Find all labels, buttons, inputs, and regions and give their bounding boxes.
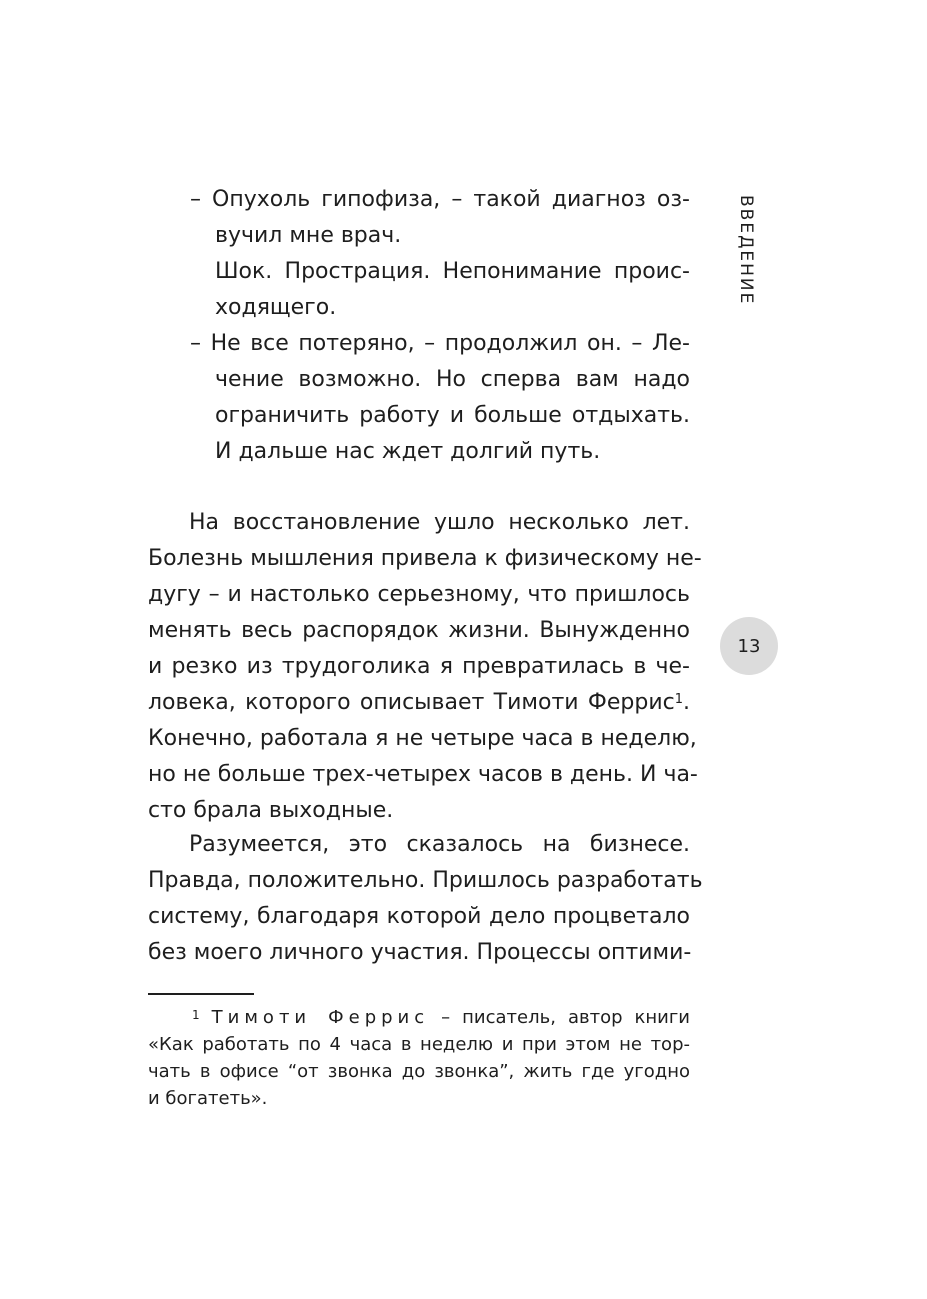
footnote-ref: 1 <box>674 692 683 707</box>
paragraph-line: систему, благодаря которой дело процветало <box>148 904 690 929</box>
footnote-divider <box>148 993 254 995</box>
footnote-line: и богатеть». <box>148 1088 268 1109</box>
paragraph-line: Болезнь мышления привела к физическому не- <box>148 546 702 571</box>
paragraph-2 <box>148 827 703 971</box>
dialogue-line: ходящего. <box>215 295 337 320</box>
paragraph-1 <box>148 505 702 829</box>
paragraph-line: Правда, положительно. Пришлось разработать <box>148 868 703 893</box>
paragraph-line: менять весь распорядок жизни. Вынужденно <box>148 618 690 643</box>
paragraph-line: без моего личного участия. Процессы оптими- <box>148 940 692 965</box>
footnote-line <box>148 1004 690 1031</box>
paragraph-line-with-ref <box>148 685 690 721</box>
dialogue-line: И дальше нас ждет долгий путь. <box>215 439 601 464</box>
dialogue-line: Шок. Прострация. Непонимание проис- <box>215 259 690 284</box>
paragraph-line: Конечно, работала я не четыре часа в неделю, <box>148 726 697 751</box>
dialogue-line: чение возможно. Но сперва вам надо <box>215 367 690 392</box>
dialogue-line: – Не все потеряно, – продолжил он. – Ле- <box>190 331 690 356</box>
paragraph-line: дугу – и настолько серьезному, что пришлось <box>148 582 690 607</box>
dialogue-line: ограничить работу и больше отдыхать. <box>215 403 690 428</box>
paragraph-text: . <box>683 690 690 715</box>
footnote-text: – писатель, автор книги <box>429 1007 691 1028</box>
paragraph-line: и резко из трудоголика я превратилась в че- <box>148 654 690 679</box>
paragraph-line: Разумеется, это сказалось на бизнесе. <box>189 832 690 857</box>
page-number-badge <box>720 617 778 675</box>
footnote-line: чать в офисе “от звонка до звонка”, жить где угодно <box>148 1061 690 1082</box>
footnote-number: 1 <box>192 1008 200 1022</box>
footnote-name: Тимоти Феррис <box>211 1007 430 1028</box>
paragraph-text: ловека, которого описывает Тимоти Феррис <box>148 690 675 715</box>
footnote-line: «Как работать по 4 часа в неделю и при этом не тор- <box>148 1034 690 1055</box>
dialogue-block <box>148 182 690 470</box>
paragraph-line: сто брала выходные. <box>148 798 394 823</box>
dialogue-line: – Опухоль гипофиза, – такой диагноз оз- <box>190 187 690 212</box>
footnote <box>148 1004 690 1112</box>
page-number: 13 <box>737 635 761 657</box>
running-head: ВВЕДЕНИЕ <box>736 195 756 306</box>
dialogue-line: вучил мне врач. <box>215 223 402 248</box>
paragraph-line: На восстановление ушло несколько лет. <box>189 510 690 535</box>
paragraph-line: но не больше трех-четырех часов в день. И ча- <box>148 762 698 787</box>
